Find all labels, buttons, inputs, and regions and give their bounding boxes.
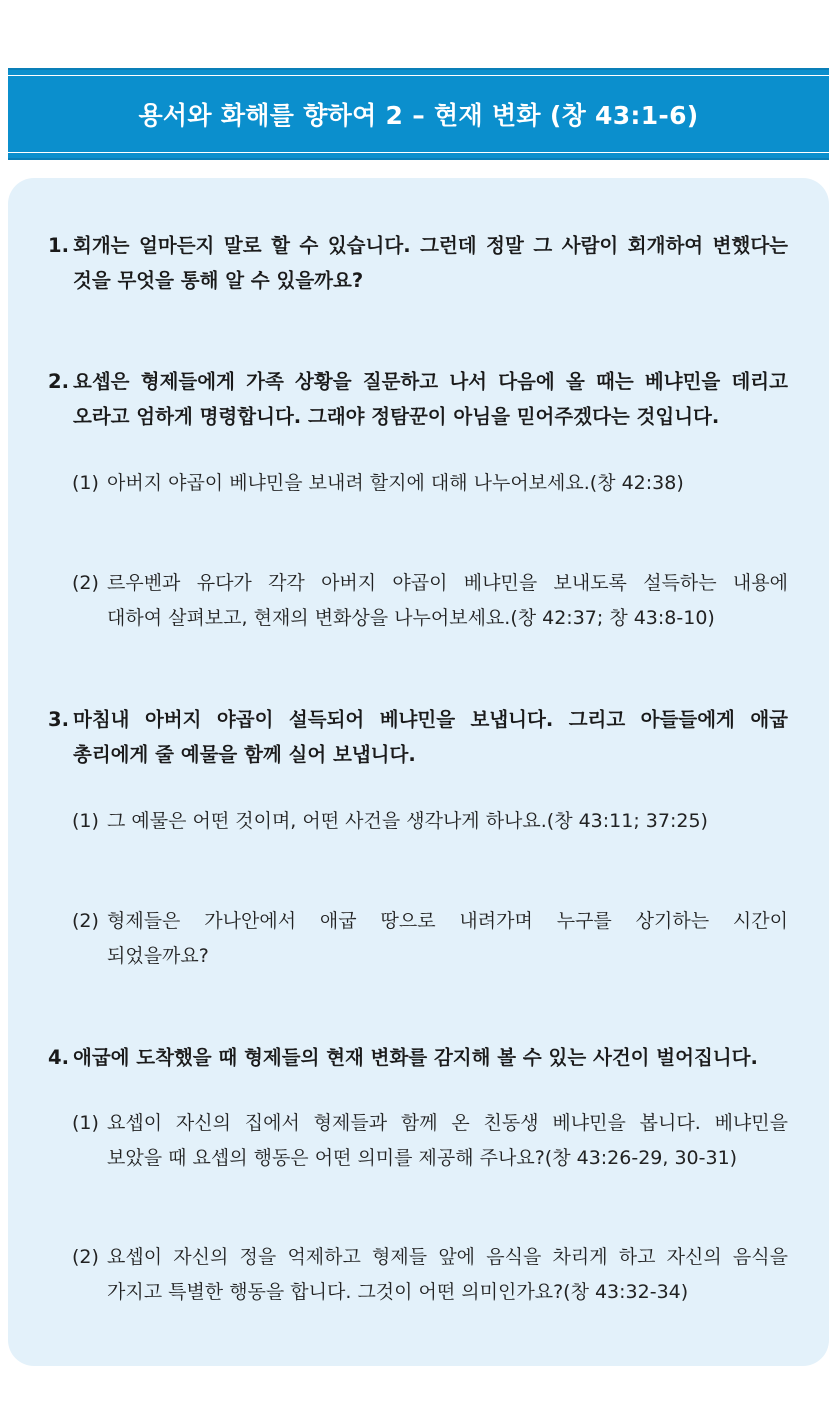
question-number: 3.: [48, 708, 69, 731]
sub-question-label: (1): [72, 1112, 99, 1134]
sub-question-4-1: [72, 1106, 788, 1176]
sub-question-text-line: 그 예물은 어떤 것이며, 어떤 사건을 생각나게 하나요.(창 43:11; 37:25): [107, 810, 708, 832]
sub-question-text-line: 보았을 때 요셉의 행동은 어떤 의미를 제공해 주나요?(창 43:26-29, 30-31): [107, 1147, 738, 1169]
question-number: 2.: [48, 370, 69, 393]
question-text-line: 총리에게 줄 예물을 함께 실어 보냅니다.: [73, 743, 416, 766]
question-4: [48, 1040, 788, 1075]
question-number: 4.: [48, 1046, 69, 1069]
question-text-line: 회개는 얼마든지 말로 할 수 있습니다. 그런데 정말 그 사람이 회개하여 변했다는: [73, 234, 788, 257]
question-text-line: 오라고 엄하게 명령합니다. 그래야 정탐꾼이 아님을 믿어주겠다는 것입니다.: [73, 405, 720, 428]
question-text-line: 애굽에 도착했을 때 형제들의 현재 변화를 감지해 볼 수 있는 사건이 벌어집니다.: [73, 1046, 758, 1069]
sub-question-text-line: 아버지 야곱이 베냐민을 보내려 할지에 대해 나누어보세요.(창 42:38): [107, 472, 684, 494]
sub-question-3-1: [72, 804, 788, 839]
title-banner: [8, 68, 829, 160]
sub-question-text-line: 요셉이 자신의 정을 억제하고 형제들 앞에 음식을 차리게 하고 자신의 음식을: [107, 1246, 788, 1268]
question-3: [48, 702, 788, 772]
sub-question-2-2: [72, 566, 788, 636]
sub-question-label: (2): [72, 1246, 99, 1268]
sub-question-label: (2): [72, 910, 99, 932]
question-2: [48, 364, 788, 434]
question-panel: [8, 178, 829, 1366]
sub-question-label: (2): [72, 572, 99, 594]
question-1: [48, 228, 788, 298]
sub-question-label: (1): [72, 472, 99, 494]
question-text-line: 마침내 아버지 야곱이 설득되어 베냐민을 보냅니다. 그리고 아들들에게 애굽: [73, 708, 788, 731]
sub-question-text-line: 대하여 살펴보고, 현재의 변화상을 나누어보세요.(창 42:37; 창 43:8-10): [107, 607, 715, 629]
sub-question-text-line: 형제들은 가나안에서 애굽 땅으로 내려가며 누구를 상기하는 시간이: [107, 910, 788, 932]
sub-question-text-line: 가지고 특별한 행동을 합니다. 그것이 어떤 의미인가요?(창 43:32-34): [107, 1281, 689, 1303]
sub-question-text-line: 르우벤과 유다가 각각 아버지 야곱이 베냐민을 보내도록 설득하는 내용에: [107, 572, 788, 594]
sub-question-text-line: 되었을까요?: [107, 945, 209, 967]
sub-question-text-line: 요셉이 자신의 집에서 형제들과 함께 온 친동생 베냐민을 봅니다. 베냐민을: [107, 1112, 788, 1134]
sub-question-4-2: [72, 1240, 788, 1310]
sub-question-label: (1): [72, 810, 99, 832]
page-title: 용서와 화해를 향하여 2 – 현재 변화 (창 43:1-6): [138, 101, 699, 130]
sub-question-2-1: [72, 466, 788, 501]
question-text-line: 요셉은 형제들에게 가족 상황을 질문하고 나서 다음에 올 때는 베냐민을 데리고: [73, 370, 788, 393]
question-number: 1.: [48, 234, 69, 257]
sub-question-3-2: [72, 904, 788, 974]
question-text-line: 것을 무엇을 통해 알 수 있을까요?: [73, 269, 364, 292]
